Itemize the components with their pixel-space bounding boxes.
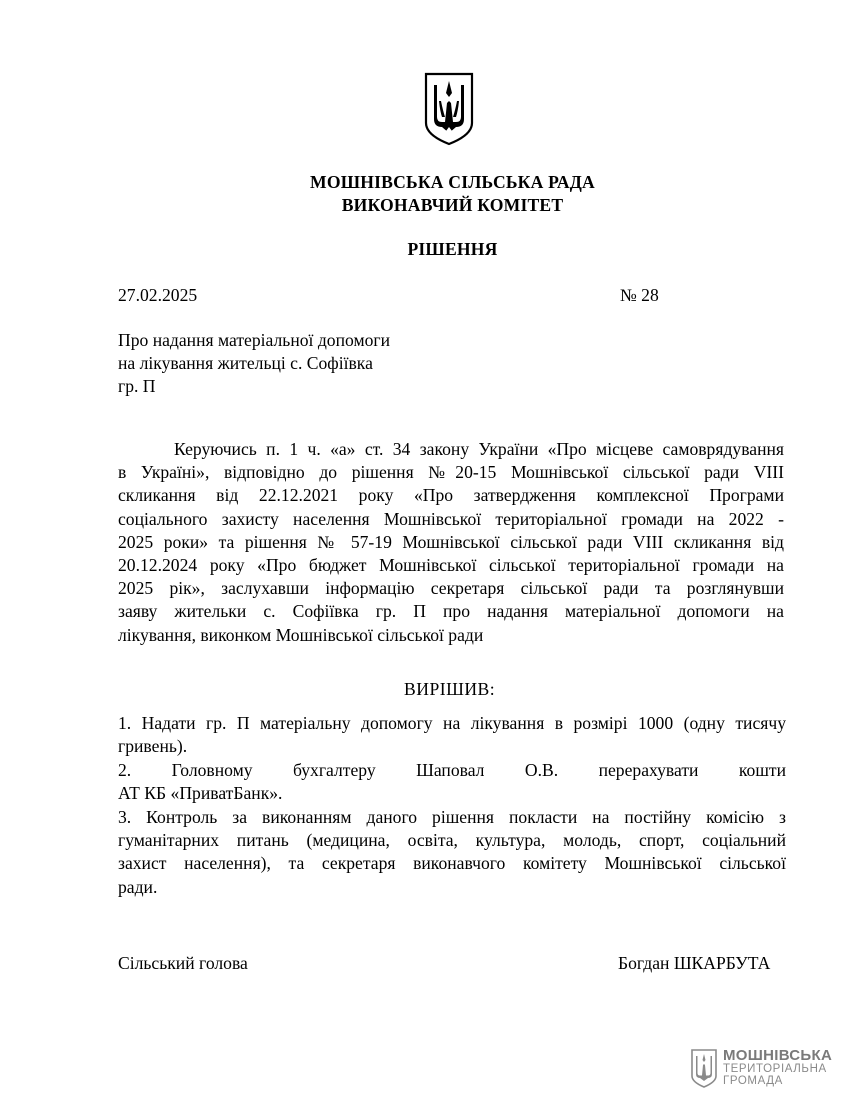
community-logo [690, 1046, 833, 1090]
committee-title: ВИКОНАВЧИЙ КОМІТЕТ [341, 195, 564, 215]
decision-item-line: 1. Надати гр. П матеріальну допомогу на лікування в розмірі 1000 (одну тисячу [118, 713, 786, 733]
preamble-line: Керуючись п. 1 ч. «а» ст. 34 закону України «Про місцеве самоврядування [174, 439, 784, 459]
subject-line: гр. П [118, 376, 156, 396]
logo-text-line: ТЕРИТОРІАЛЬНА [723, 1063, 827, 1075]
preamble-line: скликання від 22.12.2021 року «Про затвердження комплексної Програми [118, 485, 784, 506]
subject-line: на лікування жительці с. Софіївка [118, 353, 373, 373]
decision-item-line: АТ КБ «ПриватБанк». [118, 783, 283, 804]
document-type-title: РІШЕННЯ [407, 239, 498, 259]
decision-item-line: ради. [118, 876, 158, 897]
decision-subject [118, 329, 390, 398]
logo-text-line: МОШНІВСЬКА [723, 1047, 833, 1064]
decision-item-line: гривень). [118, 736, 188, 757]
decision-item-line: 3. Контроль за виконанням даного рішення покласти на постійну комісію з [118, 806, 786, 827]
decision-item-line: 2. Головному бухгалтеру Шаповал О.В. перерахувати кошти [118, 759, 786, 780]
decision-date: 27.02.2025 [118, 285, 198, 305]
coat-of-arms-icon [423, 71, 475, 147]
decision-item-line: захист населення), та секретаря виконавчого комітету Мошнівської сільської [118, 853, 786, 874]
preamble-paragraph [118, 438, 784, 647]
preamble-line: 2025 роки» та рішення № 57-19 Мошнівської сільської ради VIII скликання від [118, 531, 784, 552]
decision-number: № 28 [620, 285, 659, 305]
logo-text-line: ГРОМАДА [723, 1075, 783, 1087]
preamble-line: 20.12.2024 року «Про бюджет Мошнівської сільської територіальної громади на [118, 554, 784, 575]
preamble-line: лікування, виконком Мошнівської сільської ради [118, 624, 484, 645]
signature-name: Богдан ШКАРБУТА [618, 953, 771, 973]
decision-items [118, 712, 786, 899]
decided-heading: ВИРІШИВ: [404, 679, 496, 699]
preamble-line: в Україні», відповідно до рішення №20-15 Мошнівської сільської ради VIII [118, 462, 784, 483]
council-title: МОШНІВСЬКА СІЛЬСЬКА РАДА [310, 172, 595, 192]
trident-logo-icon [690, 1048, 718, 1088]
preamble-line: 2025 рік», заслухавши інформацію секретаря сільської ради та розглянувши [118, 578, 784, 599]
preamble-line: соціального захисту населення Мошнівської територіальної громади на 2022 - [118, 508, 784, 529]
signature-title: Сільський голова [118, 953, 248, 973]
decision-item-line: гуманітарних питань (медицина, освіта, культура, молодь, спорт, соціальний [118, 829, 786, 850]
subject-line: Про надання матеріальної допомоги [118, 330, 391, 350]
preamble-line: заяву жительки с. Софіївка гр. П про надання матеріальної допомоги на [118, 601, 784, 622]
